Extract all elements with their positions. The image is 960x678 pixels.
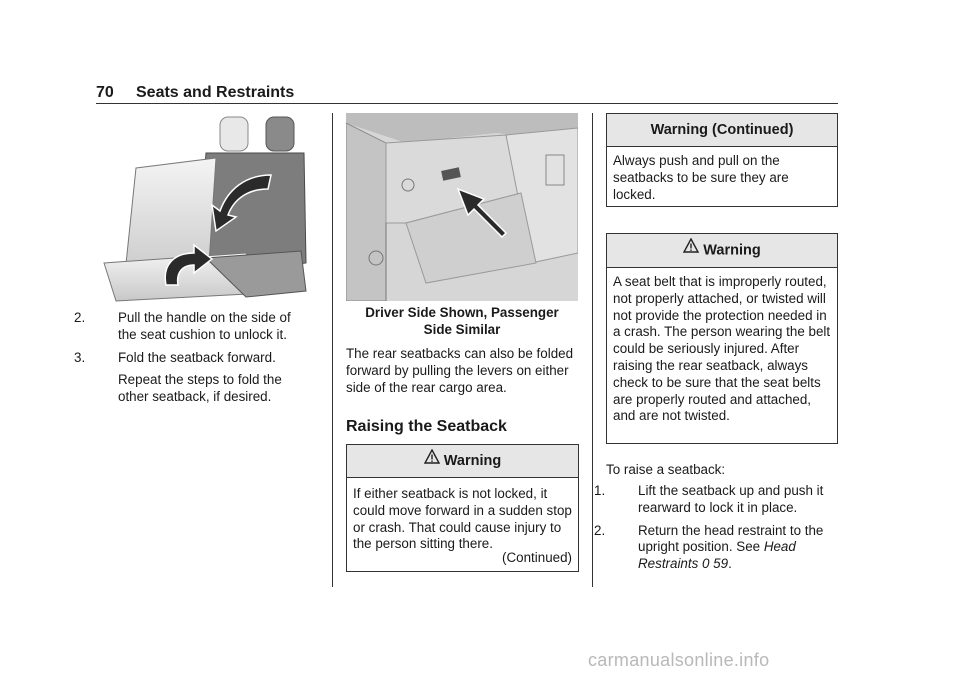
section-title: Raising the Seatback — [346, 418, 507, 435]
page-reference[interactable]: 0 59 — [702, 556, 729, 572]
seat-fold-illustration — [96, 113, 310, 303]
step-3 — [74, 349, 310, 367]
step-number: 2. — [74, 310, 86, 325]
warning-title: Warning — [703, 242, 761, 259]
caption-line-1: Driver Side Shown, Passenger — [365, 305, 559, 320]
column-1-text — [74, 310, 310, 406]
repeat-note: Repeat the steps to fold the other seatback, if desired. — [118, 372, 282, 405]
warning-body: If either seatback is not locked, it could move forward in a sudden stop or crash. That could cause injury to the person sitting there. — [353, 486, 572, 552]
cargo-paragraph: The rear seatbacks can also be folded forward by pulling the levers on either side of the rear cargo area. — [346, 346, 574, 395]
warning-header — [347, 445, 578, 478]
warning-icon — [424, 445, 440, 477]
warning-box-1 — [346, 444, 579, 572]
warning-icon — [683, 234, 699, 267]
warning-continued-box — [606, 113, 838, 207]
step-number: 1. — [594, 483, 606, 498]
warning-title: Warning — [443, 453, 502, 469]
cargo-area-illustration — [346, 113, 578, 301]
header-rule — [96, 103, 838, 104]
step-text: Pull the handle on the side of the seat cushion to unlock it. — [118, 310, 291, 342]
warning-header — [607, 234, 837, 268]
raise-step-2 — [594, 522, 842, 573]
step-end: . — [728, 556, 732, 572]
warning-continued-body: Always push and pull on the seatbacks to be sure they are locked. — [613, 153, 789, 202]
step-text: Fold the seatback forward. — [118, 349, 276, 365]
raise-step-1 — [594, 483, 842, 517]
raise-steps — [594, 483, 842, 573]
watermark: carmanualsonline.info — [588, 650, 770, 670]
warning-box-2 — [606, 233, 838, 444]
step-number: 3. — [74, 349, 86, 365]
caption-line-2: Side Similar — [423, 321, 501, 337]
raise-intro: To raise a seatback: — [606, 462, 726, 477]
continued-label: (Continued) — [502, 550, 572, 566]
column-divider-1 — [332, 113, 333, 587]
figure-caption — [346, 305, 578, 339]
page-title: Seats and Restraints — [136, 84, 295, 101]
warning-body: A seat belt that is improperly routed, not properly attached, or twisted will not provide the protection needed in a crash. The person wearing the belt could be seriously injured. After raising the rear seatback, always check to be sure that the seat belts are properly routed and attached, and are not twisted. — [613, 274, 831, 424]
warning-continued-header: Warning (Continued) — [607, 114, 837, 147]
step-text: Lift the seatback up and push it rearward to lock it in place. — [638, 483, 824, 515]
step-text: Return the head restraint to the upright position. See — [638, 522, 824, 555]
step-number: 2. — [594, 522, 606, 538]
page-number: 70 — [96, 84, 114, 101]
step-2 — [74, 310, 310, 344]
head-restraints-link[interactable]: Head Restraints — [638, 539, 796, 572]
column-divider-2 — [592, 113, 593, 587]
